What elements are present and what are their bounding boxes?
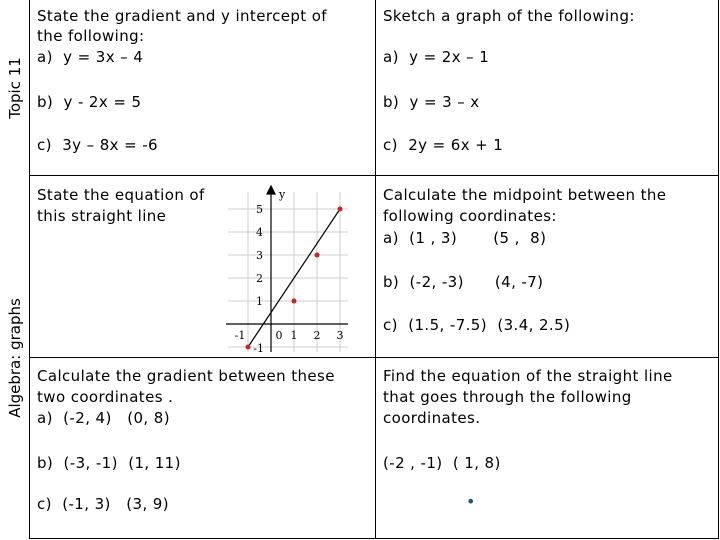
graph-x-tick: 3 [336,329,344,342]
row-divider-1 [30,175,718,176]
stray-dot-mark: • [466,492,476,511]
question-c: c) (-1, 3) (3, 9) [37,495,170,513]
cell-title-line: that goes through the following [383,388,632,406]
graph-x-tick: 0 [275,329,283,342]
cell-title-line: the following: [37,27,145,45]
line-graph [222,182,352,354]
graph-y-tick-labels [256,203,263,308]
graph-gridlines [228,192,348,352]
question-c: c) (1.5, -7.5) (3.4, 2.5) [383,316,571,334]
graph-y-tick: 3 [256,249,263,262]
graph-neg-label: -1 [253,342,264,354]
column-divider [375,0,376,538]
question-a: a) y = 3x – 4 [37,48,144,66]
graph-y-tick: 2 [256,272,263,285]
cell-title-line: following coordinates: [383,207,557,225]
question-b: b) y = 3 – x [383,93,480,111]
graph-point [338,207,343,212]
cell-title-line: coordinates. [383,409,481,427]
cell-title-line: Calculate the midpoint between the [383,186,667,204]
graph-axis-label: y [279,188,286,201]
graph-y-tick: 5 [256,203,263,216]
question-c: c) 3y – 8x = -6 [37,136,158,154]
cell-title-line: Calculate the gradient between these [37,367,335,385]
graph-x-tick: -1 [234,329,246,342]
cell-title-line: Sketch a graph of the following: [383,7,635,25]
question-b: b) (-2, -3) (4, -7) [383,273,544,291]
graph-x-tick-labels [235,329,344,342]
graph-y-tick: 1 [256,295,263,308]
graph-point [292,299,297,304]
cell-title-line: Find the equation of the straight line [383,367,673,385]
question-a: a) (-2, 4) (0, 8) [37,409,170,427]
cell-title-line: this straight line [37,207,167,225]
row-divider-2 [30,357,718,358]
graph-x-tick: 2 [313,329,321,342]
question-c: c) 2y = 6x + 1 [383,136,504,154]
cell-title-line: two coordinates . [37,388,174,406]
coordinates: (-2 , -1) ( 1, 8) [383,454,501,472]
graph-x-tick: 1 [290,329,298,342]
algebra-graphs-label: Algebra: graphs [6,297,24,418]
cell-title-line: State the gradient and y intercept of [37,7,327,25]
graph-y-tick: 4 [256,226,263,239]
question-b: b) (-3, -1) (1, 11) [37,454,181,472]
graph-axes [226,186,348,352]
question-b: b) y - 2x = 5 [37,93,142,111]
question-a: a) (1 , 3) (5 , 8) [383,229,547,247]
graph-point [246,345,251,350]
question-a: a) y = 2x – 1 [383,48,490,66]
cell-title-line: State the equation of [37,186,205,204]
graph-point [315,253,320,258]
topic-label: Topic 11 [6,56,24,119]
